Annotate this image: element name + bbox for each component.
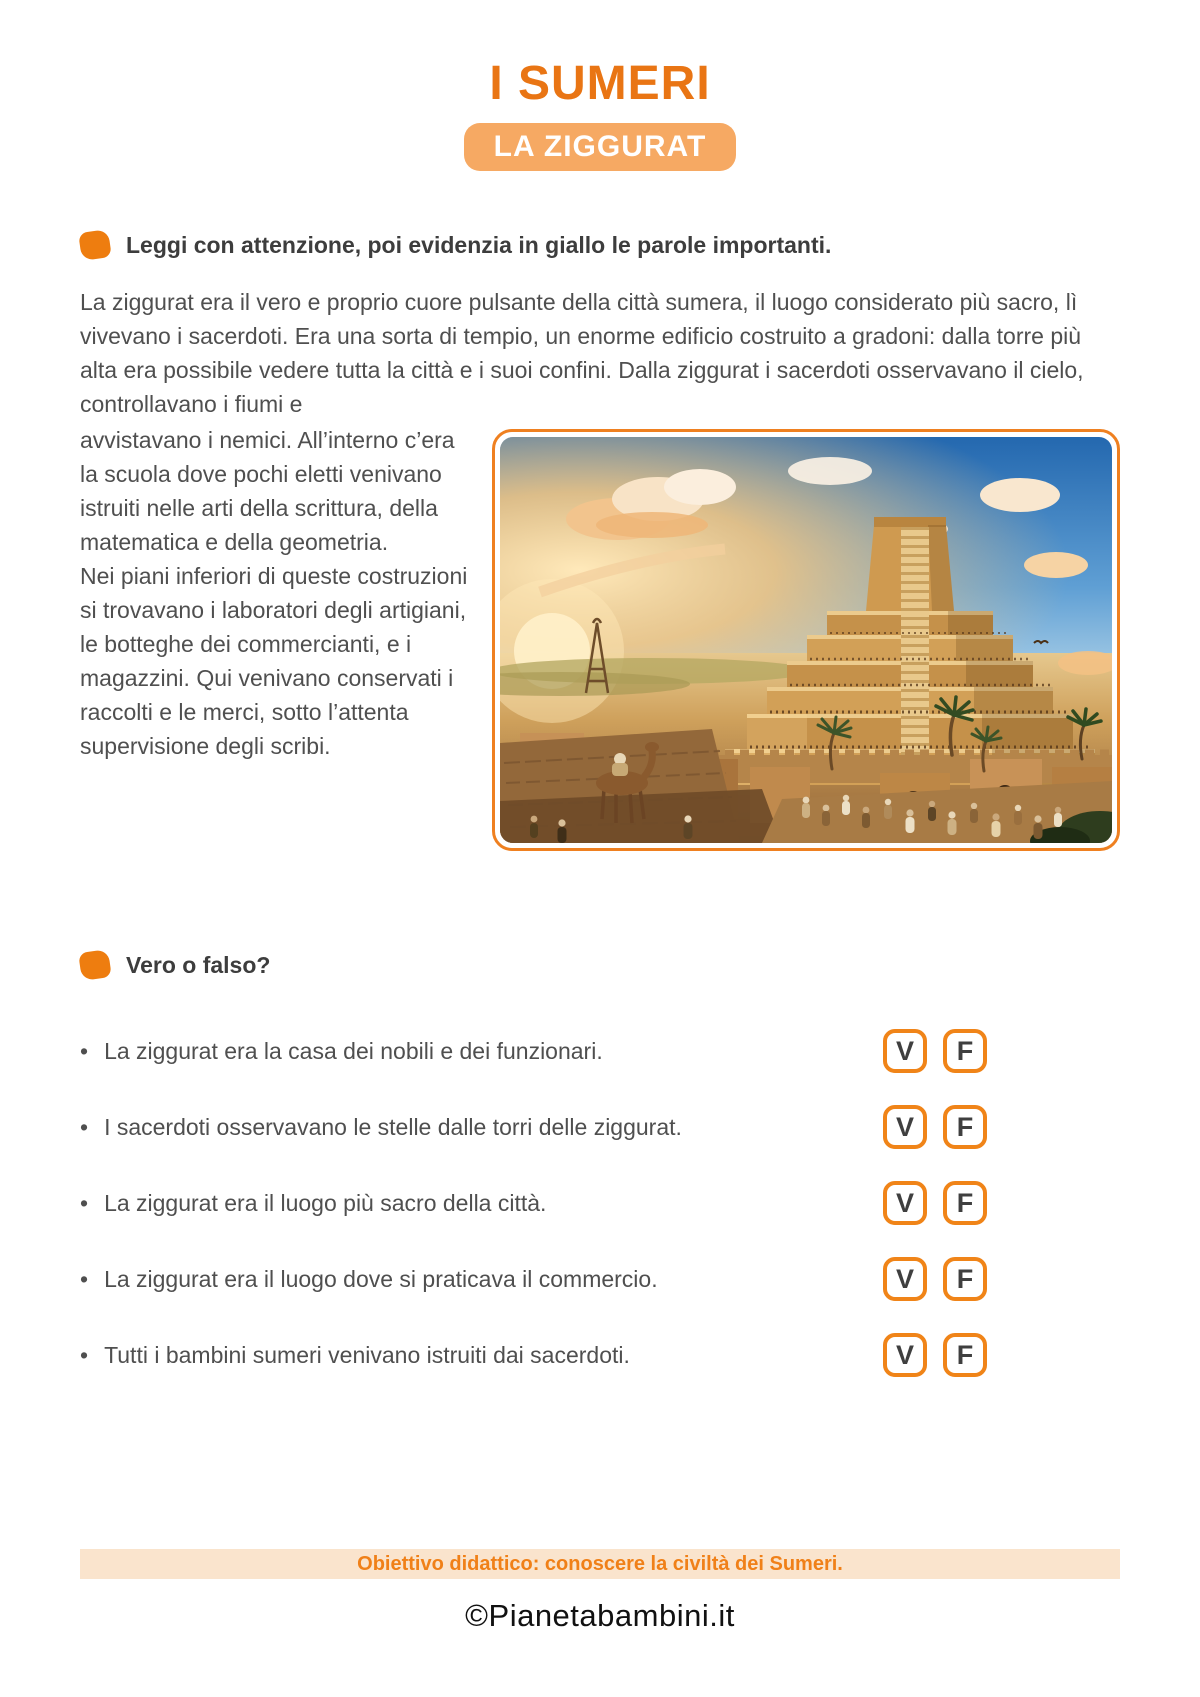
- reading-paragraph-side-1: avvistavano i nemici. All’interno c’era la scuola dove pochi eletti venivano istruiti nelle arti della scrittura, della matematica e della geometria.: [80, 427, 455, 555]
- bullet: •: [80, 1113, 89, 1140]
- quiz-question: La ziggurat era il luogo più sacro della città.: [104, 1189, 547, 1216]
- ziggurat-scene-svg: [500, 437, 1112, 843]
- bullet: •: [80, 1037, 89, 1064]
- vf-button-group: [883, 1333, 987, 1377]
- quiz-row: [80, 1333, 1120, 1377]
- vf-button-group: [883, 1257, 987, 1301]
- true-button[interactable]: V: [883, 1105, 927, 1149]
- false-button[interactable]: F: [943, 1257, 987, 1301]
- quiz-row: [80, 1181, 1120, 1225]
- reading-paragraph-side-2: Nei piani inferiori di queste costruzioni si trovavano i laboratori degli artigiani, le botteghe dei commercianti, e i magazzini. Qui venivano conservati i raccolti e le merci, sotto l’attenta supervisione degli scribi.: [80, 563, 468, 759]
- false-button[interactable]: F: [943, 1181, 987, 1225]
- quiz-list: [80, 1029, 1120, 1377]
- copyright-text: ©Pianetabambini.it: [465, 1598, 735, 1633]
- quiz-heading-row: [80, 951, 1120, 979]
- quiz-question: I sacerdoti osservavano le stelle dalle torri delle ziggurat.: [104, 1113, 682, 1140]
- reading-side-column: [80, 423, 470, 763]
- quiz-row: [80, 1105, 1120, 1149]
- bullet: •: [80, 1189, 89, 1216]
- bullet: •: [80, 1265, 89, 1292]
- true-button[interactable]: V: [883, 1333, 927, 1377]
- section-marker-icon: [78, 229, 112, 261]
- vf-button-group: [883, 1029, 987, 1073]
- vf-button-group: [883, 1181, 987, 1225]
- reading-instruction: Leggi con attenzione, poi evidenzia in giallo le parole importanti.: [126, 231, 832, 258]
- section-marker-icon: [78, 949, 112, 981]
- page-title: I SUMERI: [489, 57, 711, 110]
- bullet: •: [80, 1341, 89, 1368]
- quiz-heading: Vero o falso?: [126, 951, 271, 978]
- ziggurat-figure-frame: [492, 429, 1120, 851]
- subtitle-badge-wrap: [0, 123, 1200, 171]
- quiz-row: [80, 1257, 1120, 1301]
- quiz-question: La ziggurat era la casa dei nobili e dei funzionari.: [104, 1037, 603, 1064]
- subtitle-badge: LA ZIGGURAT: [464, 123, 737, 171]
- false-button[interactable]: F: [943, 1029, 987, 1073]
- quiz-question: La ziggurat era il luogo dove si praticava il commercio.: [104, 1265, 658, 1292]
- false-button[interactable]: F: [943, 1105, 987, 1149]
- didactic-objective-text: Obiettivo didattico: conoscere la civiltà dei Sumeri.: [357, 1552, 843, 1575]
- ziggurat-illustration: [500, 437, 1112, 843]
- true-button[interactable]: V: [883, 1181, 927, 1225]
- quiz-question: Tutti i bambini sumeri venivano istruiti dai sacerdoti.: [104, 1341, 630, 1368]
- false-button[interactable]: F: [943, 1333, 987, 1377]
- true-button[interactable]: V: [883, 1257, 927, 1301]
- vf-button-group: [883, 1105, 987, 1149]
- reading-content-row: [80, 423, 1120, 851]
- didactic-objective-bar: [80, 1549, 1120, 1579]
- reading-instruction-row: [80, 231, 1120, 259]
- quiz-row: [80, 1029, 1120, 1073]
- true-button[interactable]: V: [883, 1029, 927, 1073]
- reading-paragraph-intro: La ziggurat era il vero e proprio cuore pulsante della città sumera, il luogo considerato più sacro, lì vivevano i sacerdoti. Era una sorta di tempio, un enorme edificio costruito a gradoni: dalla torre più alta era possibile vedere tutta la città e i suoi confini. Dalla ziggurat i sacerdoti osservavano il cielo, controllavano i fiumi e: [80, 289, 1084, 417]
